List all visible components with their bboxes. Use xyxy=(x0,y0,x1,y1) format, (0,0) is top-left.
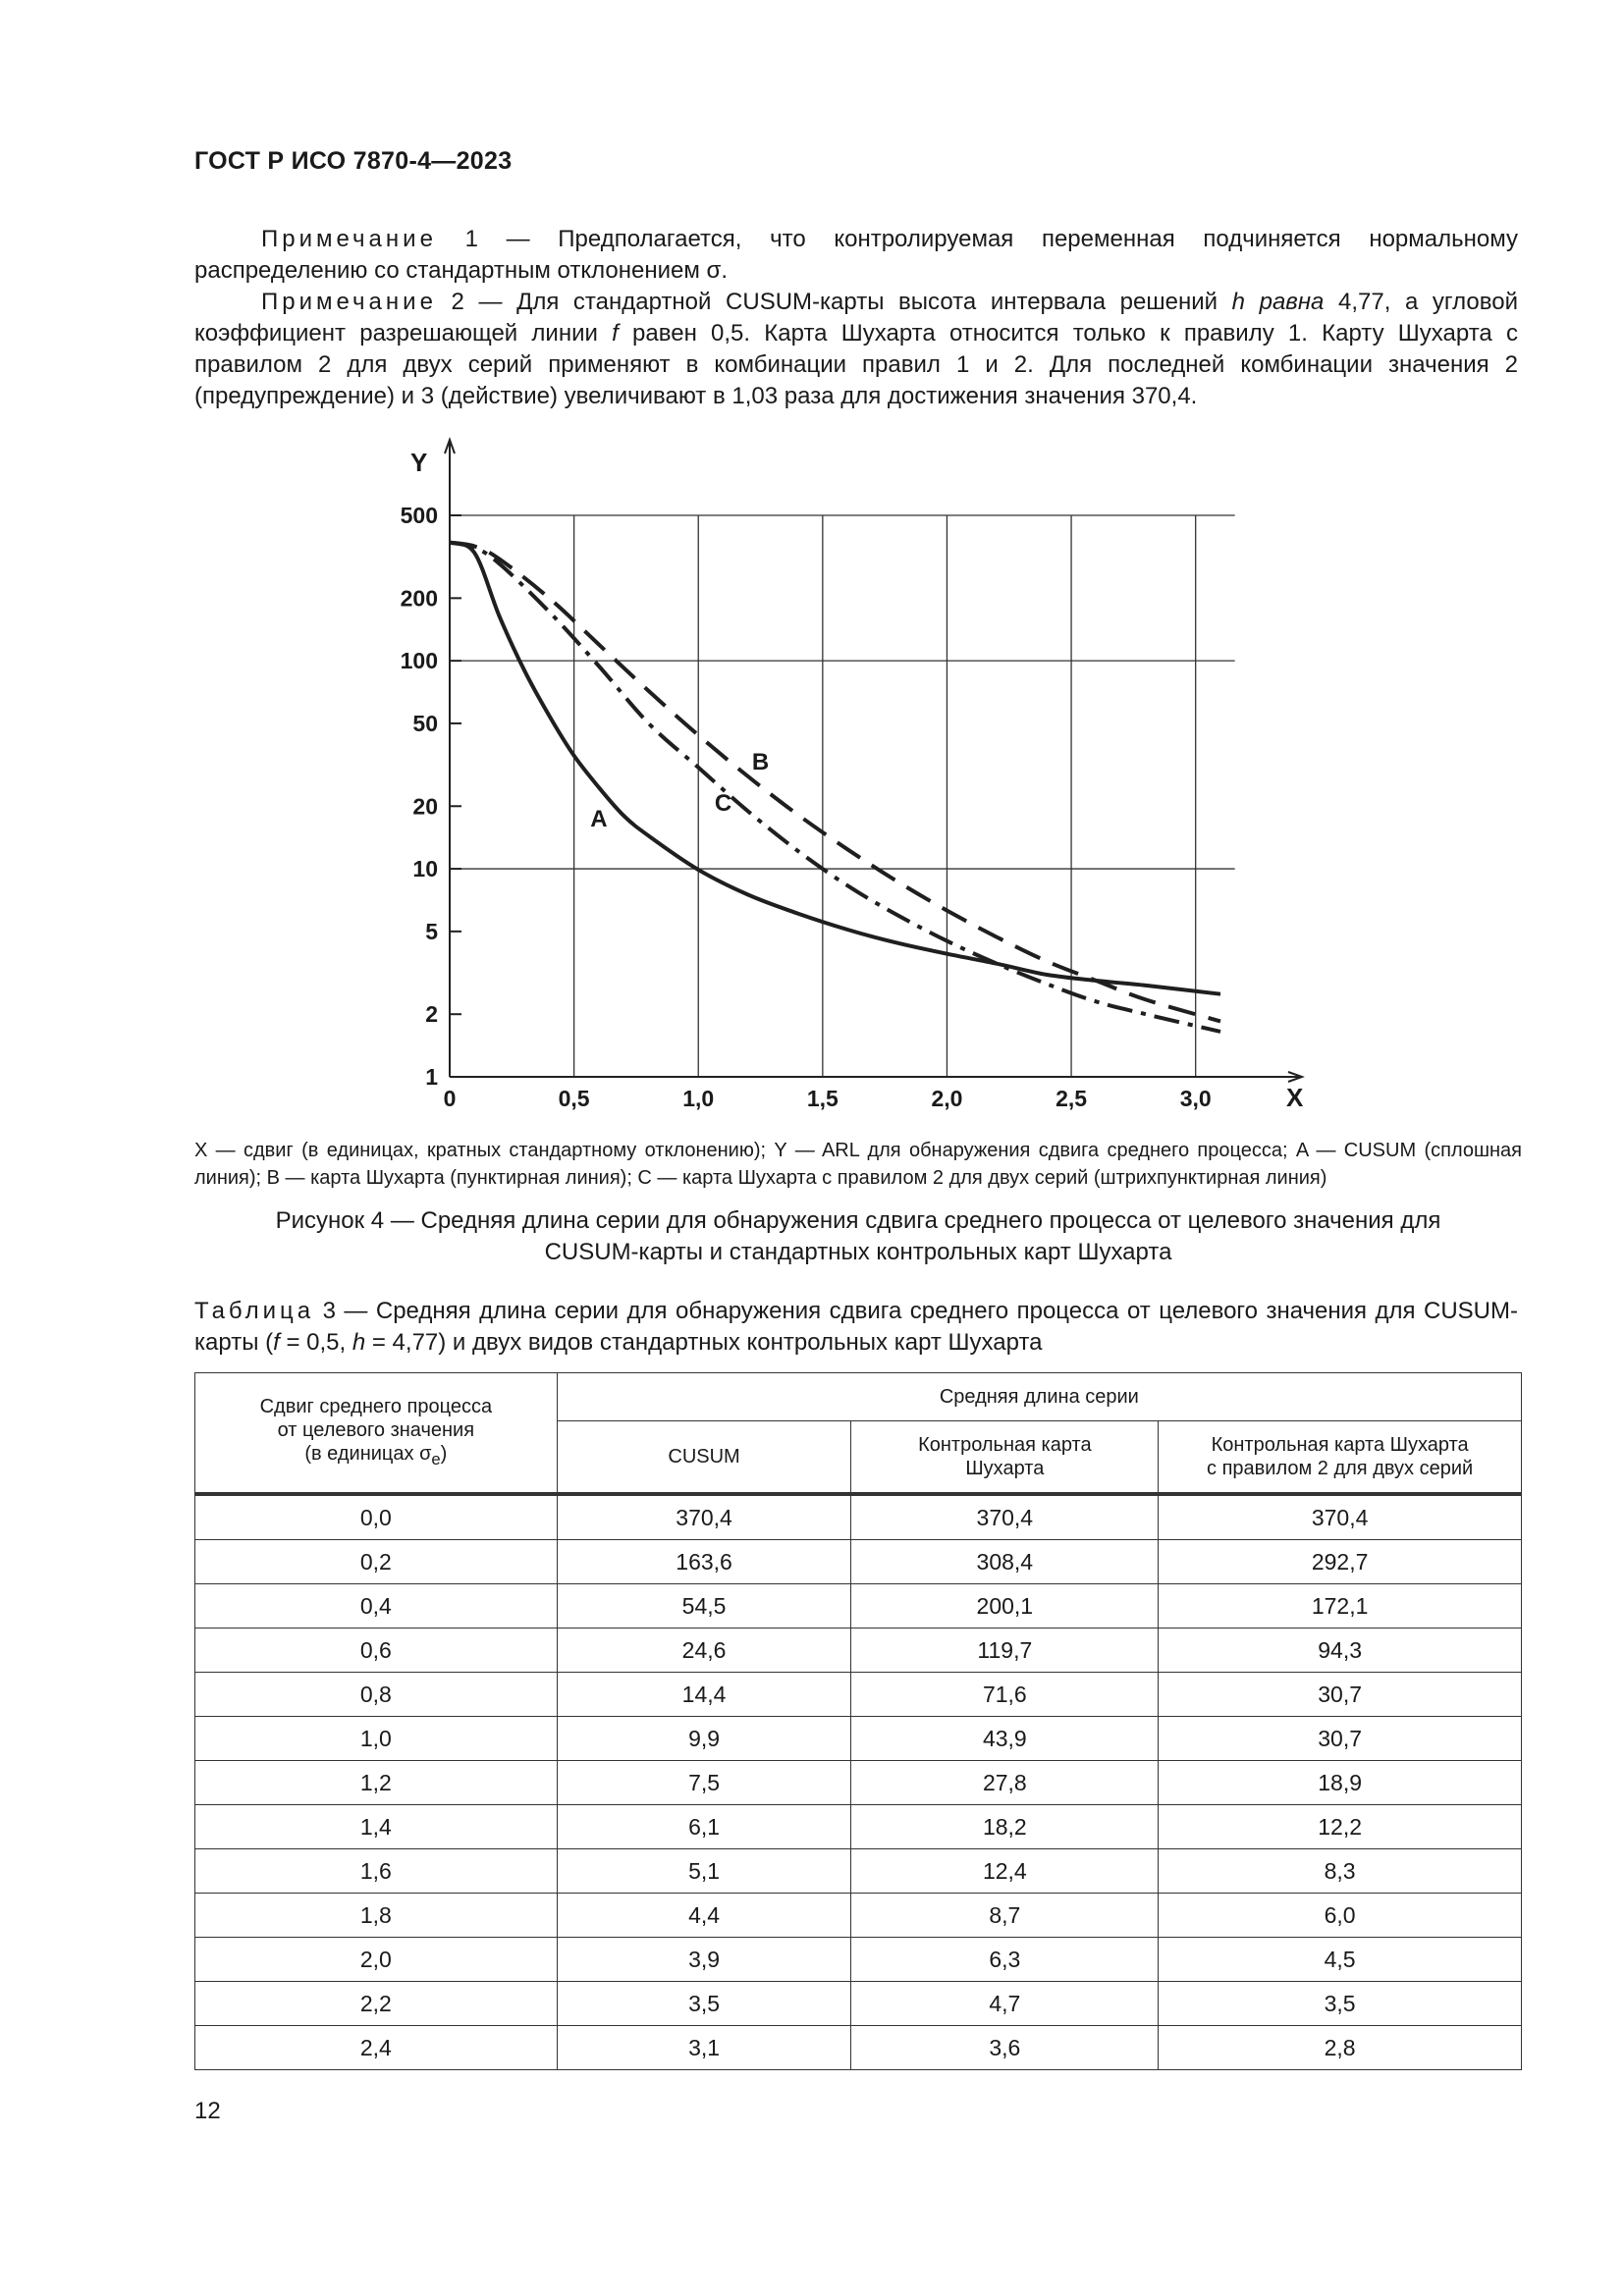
header-shewhart-line-2: Шухарта xyxy=(965,1458,1045,1479)
series-line-c xyxy=(450,543,1220,1032)
x-tick-label: 3,0 xyxy=(1179,1086,1212,1111)
table-cell: 163,6 xyxy=(557,1540,851,1584)
arl-chart xyxy=(373,432,1316,1119)
table-cell: 94,3 xyxy=(1159,1629,1522,1673)
x-axis-title: X xyxy=(1286,1083,1304,1112)
table-cell: 12,2 xyxy=(1159,1805,1522,1849)
series-line-b xyxy=(450,543,1220,1022)
curve-label-b: B xyxy=(751,748,770,775)
table-cell: 30,7 xyxy=(1159,1717,1522,1761)
table-cell: 0,4 xyxy=(195,1584,558,1629)
table-caption-a: 3 — Средняя длина серии для обнаружения сдвига среднего процесса от целевого значения для CUSUM-карты ( xyxy=(194,1298,1518,1356)
curve-label-a: A xyxy=(590,805,608,832)
figure-caption xyxy=(194,1205,1522,1268)
table-cell: 0,8 xyxy=(195,1673,558,1717)
document-header: ГОСТ Р ИСО 7870-4—2023 xyxy=(194,147,513,175)
table-cell: 6,0 xyxy=(1159,1894,1522,1938)
y-tick-label: 500 xyxy=(400,503,438,528)
y-tick-label: 100 xyxy=(400,648,438,674)
x-tick-label: 1,0 xyxy=(682,1086,715,1111)
table-cell: 4,7 xyxy=(851,1982,1159,2026)
table-cell: 3,9 xyxy=(557,1938,851,1982)
table-cell: 14,4 xyxy=(557,1673,851,1717)
table-row xyxy=(195,1540,1522,1584)
table-cell: 0,0 xyxy=(195,1494,558,1540)
table-cell: 2,2 xyxy=(195,1982,558,2026)
table-cell: 43,9 xyxy=(851,1717,1159,1761)
table-caption-label: Таблица xyxy=(194,1298,315,1324)
table-cell: 2,8 xyxy=(1159,2026,1522,2070)
y-tick-label: 2 xyxy=(425,1001,438,1028)
y-tick-label: 10 xyxy=(412,856,438,882)
table-caption-h: h xyxy=(352,1329,366,1356)
x-tick-label: 2,0 xyxy=(931,1086,963,1111)
x-tick-label: 0,5 xyxy=(558,1086,590,1111)
header-shift-line-3: (в единицах σ xyxy=(304,1442,432,1465)
header-shift-line-1: Сдвиг среднего процесса xyxy=(259,1395,493,1417)
table-cell: 1,0 xyxy=(195,1717,558,1761)
table-cell: 24,6 xyxy=(557,1629,851,1673)
table-cell: 18,2 xyxy=(851,1805,1159,1849)
y-axis-title: Y xyxy=(410,448,428,477)
table-cell: 1,6 xyxy=(195,1849,558,1894)
table-cell: 1,4 xyxy=(195,1805,558,1849)
note-2-text-b: 4,77, а угловой коэффициент разрешающей линии xyxy=(194,289,1519,347)
table-body xyxy=(195,1494,1522,2070)
table-cell: 3,5 xyxy=(1159,1982,1522,2026)
page-number: 12 xyxy=(194,2098,221,2124)
header-shewhart-rule2 xyxy=(1159,1421,1522,1495)
table-cell: 4,4 xyxy=(557,1894,851,1938)
note-2-h: h равна xyxy=(1231,289,1325,315)
note-2-label: Примечание xyxy=(261,289,437,315)
table-row xyxy=(195,1982,1522,2026)
figure-caption-line-2: CUSUM-карты и стандартных контрольных карт Шухарта xyxy=(544,1239,1172,1265)
table-row xyxy=(195,1584,1522,1629)
table-cell: 370,4 xyxy=(851,1494,1159,1540)
note-2-f: f xyxy=(612,320,619,347)
table-cell: 119,7 xyxy=(851,1629,1159,1673)
table-cell: 1,8 xyxy=(195,1894,558,1938)
table-cell: 30,7 xyxy=(1159,1673,1522,1717)
table-row xyxy=(195,1805,1522,1849)
table-cell: 370,4 xyxy=(557,1494,851,1540)
x-tick-label: 2,5 xyxy=(1056,1086,1088,1111)
table-cell: 0,6 xyxy=(195,1629,558,1673)
y-tick-label: 1 xyxy=(425,1064,438,1090)
table-cell: 3,6 xyxy=(851,2026,1159,2070)
table-cell: 18,9 xyxy=(1159,1761,1522,1805)
table-row xyxy=(195,1717,1522,1761)
header-shewhart xyxy=(851,1421,1159,1495)
table-cell: 292,7 xyxy=(1159,1540,1522,1584)
table-caption xyxy=(194,1296,1518,1359)
header-arl: Средняя длина серии xyxy=(557,1373,1521,1421)
note-1 xyxy=(194,224,1518,287)
table-row xyxy=(195,2026,1522,2070)
chart-axes xyxy=(445,440,1302,1082)
table-cell: 27,8 xyxy=(851,1761,1159,1805)
table-cell: 6,3 xyxy=(851,1938,1159,1982)
table-cell: 3,1 xyxy=(557,2026,851,2070)
note-1-label: Примечание xyxy=(261,226,437,252)
table-cell: 6,1 xyxy=(557,1805,851,1849)
y-tick-label: 50 xyxy=(412,710,438,736)
table-cell: 5,1 xyxy=(557,1849,851,1894)
table-row xyxy=(195,1849,1522,1894)
note-1-text: 1 — Предполагается, что контролируемая переменная подчиняется нормальному распределению со стандартным отклонением σ. xyxy=(194,226,1518,284)
chart-labels xyxy=(401,448,1304,1112)
table-cell: 370,4 xyxy=(1159,1494,1522,1540)
table-row xyxy=(195,1494,1522,1540)
table-cell: 7,5 xyxy=(557,1761,851,1805)
table-cell: 2,0 xyxy=(195,1938,558,1982)
table-cell: 8,3 xyxy=(1159,1849,1522,1894)
chart-series xyxy=(450,543,1220,1032)
header-shift-close: ) xyxy=(440,1442,448,1465)
note-2 xyxy=(194,287,1518,412)
table-cell: 4,5 xyxy=(1159,1938,1522,1982)
table-cell: 12,4 xyxy=(851,1849,1159,1894)
header-shift-subscript: e xyxy=(431,1449,441,1468)
table-cell: 1,2 xyxy=(195,1761,558,1805)
table-cell: 2,4 xyxy=(195,2026,558,2070)
note-2-text-a: 2 — Для стандартной CUSUM-карты высота интервала решений xyxy=(436,289,1232,315)
figure-caption-line-1: Рисунок 4 — Средняя длина серии для обнаружения сдвига среднего процесса от целевого значения для xyxy=(275,1207,1441,1234)
table-row xyxy=(195,1629,1522,1673)
header-rule2-line-2: с правилом 2 для двух серий xyxy=(1207,1458,1474,1479)
x-tick-label: 0 xyxy=(443,1086,457,1111)
y-tick-label: 20 xyxy=(412,793,438,820)
header-cusum: CUSUM xyxy=(557,1421,851,1495)
table-cell: 308,4 xyxy=(851,1540,1159,1584)
table-caption-c: = 4,77) и двух видов стандартных контрольных карт Шухарта xyxy=(365,1329,1043,1356)
table-cell: 0,2 xyxy=(195,1540,558,1584)
header-shift-line-2: от целевого значения xyxy=(277,1418,475,1441)
table-cell: 54,5 xyxy=(557,1584,851,1629)
table-row xyxy=(195,1894,1522,1938)
header-rule2-line-1: Контрольная карта Шухарта xyxy=(1211,1434,1469,1456)
table-caption-b: = 0,5, xyxy=(279,1329,352,1356)
table-cell: 3,5 xyxy=(557,1982,851,2026)
table-row xyxy=(195,1673,1522,1717)
table-row xyxy=(195,1938,1522,1982)
table-row xyxy=(195,1761,1522,1805)
table-cell: 9,9 xyxy=(557,1717,851,1761)
chart-grid xyxy=(450,515,1235,1077)
table-cell: 172,1 xyxy=(1159,1584,1522,1629)
header-shewhart-line-1: Контрольная карта xyxy=(918,1434,1092,1456)
table-cell: 200,1 xyxy=(851,1584,1159,1629)
table-cell: 71,6 xyxy=(851,1673,1159,1717)
figure-legend: X — сдвиг (в единицах, кратных стандартному отклонению); Y — ARL для обнаружения сдвига среднего процесса; A — CUSUM (сплошная линия); B — карта Шухарта (пунктирная линия); C — карта Шухарта с правилом 2 для двух серий (штрихпунктирная линия) xyxy=(194,1140,1522,1189)
y-tick-label: 200 xyxy=(400,585,438,612)
table-cell: 8,7 xyxy=(851,1894,1159,1938)
x-tick-label: 1,5 xyxy=(806,1086,839,1111)
note-2-text-c: равен 0,5. Карта Шухарта относится только к правилу 1. Карту Шухарта с правилом 2 для двух серий применяют в комбинации правил 1 и 2. Для последней комбинации значения 2 (предупреждение) и 3 (действие) увеличивают в 1,03 раза для достижения значения 370,4. xyxy=(194,320,1518,409)
table-caption-f: f xyxy=(273,1329,280,1356)
arl-table xyxy=(194,1372,1522,2070)
y-tick-label: 5 xyxy=(425,918,438,944)
curve-label-c: C xyxy=(714,789,732,817)
header-shift xyxy=(195,1373,558,1495)
